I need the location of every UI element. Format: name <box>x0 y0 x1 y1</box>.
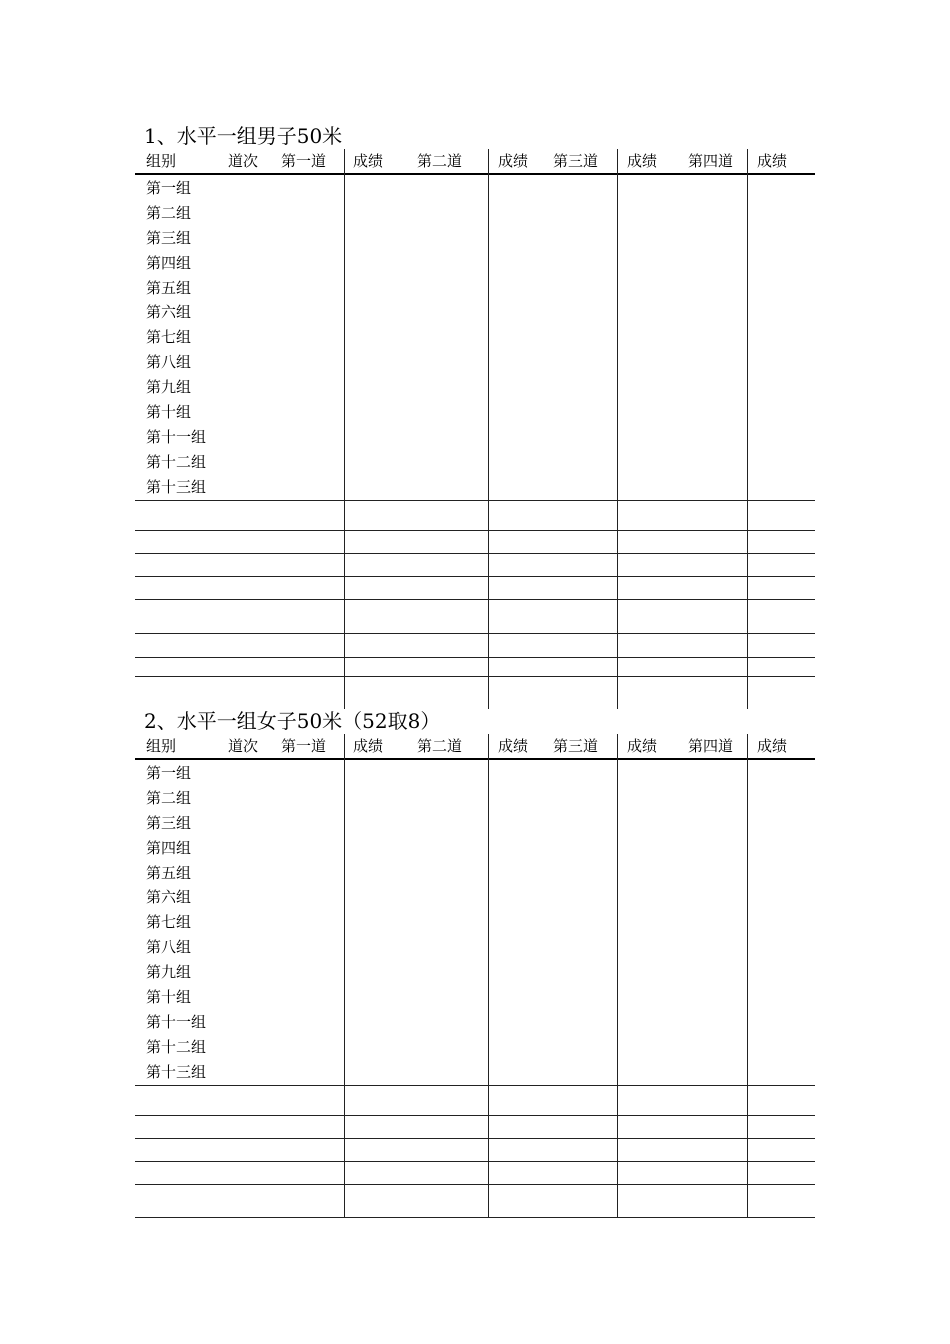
header-score4: 成绩 <box>757 152 788 170</box>
header-score3: 成绩 <box>627 152 658 170</box>
header-lane4: 第四道 <box>688 152 734 170</box>
row-rule <box>135 1115 815 1116</box>
group-label: 第四组 <box>146 254 192 272</box>
row-rule <box>135 1138 815 1139</box>
group-label: 第九组 <box>146 378 192 396</box>
header-lane3: 第三道 <box>553 152 599 170</box>
header-group: 组别 <box>146 737 177 755</box>
group-label: 第十组 <box>146 988 192 1006</box>
header-group: 组别 <box>146 152 177 170</box>
column-divider <box>747 149 748 709</box>
group-label: 第十一组 <box>146 1013 207 1031</box>
group-label: 第十二组 <box>146 1038 207 1056</box>
group-label: 第八组 <box>146 938 192 956</box>
header-rule <box>135 173 815 175</box>
group-label: 第八组 <box>146 353 192 371</box>
row-rule <box>135 576 815 577</box>
header-lane2: 第二道 <box>417 152 463 170</box>
header-score1: 成绩 <box>353 152 384 170</box>
header-lane-order: 道次 <box>228 152 259 170</box>
group-label: 第十二组 <box>146 453 207 471</box>
column-divider <box>344 734 345 1218</box>
group-label: 第一组 <box>146 179 192 197</box>
column-divider <box>617 734 618 1218</box>
section-title: 1、水平一组男子50米 <box>144 124 343 148</box>
column-divider <box>488 734 489 1218</box>
row-rule <box>135 599 815 600</box>
header-lane4: 第四道 <box>688 737 734 755</box>
group-label: 第六组 <box>146 303 192 321</box>
group-label: 第七组 <box>146 913 192 931</box>
row-rule <box>135 500 815 501</box>
column-divider <box>488 149 489 709</box>
group-label: 第五组 <box>146 279 192 297</box>
group-label: 第五组 <box>146 864 192 882</box>
group-label: 第二组 <box>146 789 192 807</box>
header-score2: 成绩 <box>498 737 529 755</box>
header-lane1: 第一道 <box>281 152 327 170</box>
group-label: 第十三组 <box>146 478 207 496</box>
header-lane2: 第二道 <box>417 737 463 755</box>
group-label: 第二组 <box>146 204 192 222</box>
header-rule <box>135 758 815 760</box>
group-label: 第三组 <box>146 814 192 832</box>
section-title: 2、水平一组女子50米（52取8） <box>144 709 441 733</box>
group-label: 第四组 <box>146 839 192 857</box>
group-label: 第七组 <box>146 328 192 346</box>
row-rule <box>135 1161 815 1162</box>
group-label: 第三组 <box>146 229 192 247</box>
column-divider <box>344 149 345 709</box>
group-label: 第十一组 <box>146 428 207 446</box>
header-lane-order: 道次 <box>228 737 259 755</box>
group-label: 第十组 <box>146 403 192 421</box>
group-label: 第一组 <box>146 764 192 782</box>
row-rule <box>135 1184 815 1185</box>
row-rule <box>135 633 815 634</box>
column-divider <box>617 149 618 709</box>
column-divider <box>747 734 748 1218</box>
row-rule <box>135 657 815 658</box>
group-label: 第九组 <box>146 963 192 981</box>
row-rule <box>135 530 815 531</box>
group-label: 第六组 <box>146 888 192 906</box>
header-score2: 成绩 <box>498 152 529 170</box>
row-rule <box>135 1085 815 1086</box>
row-rule <box>135 676 815 677</box>
row-rule <box>135 1217 815 1218</box>
header-score1: 成绩 <box>353 737 384 755</box>
row-rule <box>135 553 815 554</box>
header-score4: 成绩 <box>757 737 788 755</box>
header-score3: 成绩 <box>627 737 658 755</box>
group-label: 第十三组 <box>146 1063 207 1081</box>
header-lane3: 第三道 <box>553 737 599 755</box>
header-lane1: 第一道 <box>281 737 327 755</box>
